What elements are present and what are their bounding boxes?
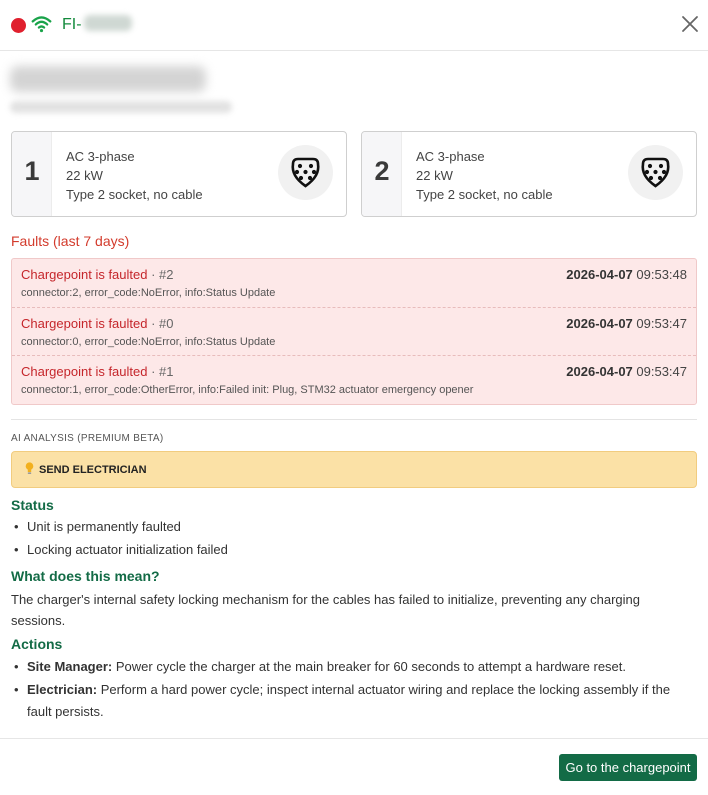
fault-id: · #1 <box>147 364 174 379</box>
faults-list <box>11 258 697 405</box>
connector-number-box <box>362 132 402 216</box>
connector-socket: Type 2 socket, no cable <box>66 187 203 202</box>
action-text: Perform a hard power cycle; inspect internal actuator wiring and replace the locking assembly if the fault persists. <box>27 682 671 719</box>
ai-recommendation-text: SEND ELECTRICIAN <box>39 464 147 476</box>
fault-info: connector:2, error_code:NoError, info:Status Update <box>21 287 276 299</box>
fault-item <box>12 355 696 403</box>
dialog-header <box>0 0 708 51</box>
close-icon[interactable] <box>679 13 701 35</box>
type2-plug-icon <box>628 145 683 200</box>
fault-info: connector:1, error_code:OtherError, info:Failed init: Plug, STM32 actuator emergency opener <box>21 384 474 396</box>
fault-label: Chargepoint is faulted <box>21 364 148 379</box>
wifi-icon <box>31 15 52 33</box>
faults-title: Faults (last 7 days) <box>11 233 130 249</box>
go-to-chargepoint-button[interactable]: Go to the chargepoint <box>559 754 697 781</box>
action-item <box>15 656 697 678</box>
fault-id: · #0 <box>147 316 174 331</box>
section-divider <box>11 419 697 420</box>
fault-timestamp <box>566 364 687 379</box>
connector-number: 2 <box>374 156 390 186</box>
connector-socket: Type 2 socket, no cable <box>416 187 553 202</box>
fault-item <box>12 259 696 307</box>
connector-type: AC 3-phase <box>66 149 135 164</box>
fault-item <box>12 307 696 355</box>
status-item <box>15 542 228 557</box>
fault-date: 2026-04-07 <box>566 364 633 379</box>
chargepoint-title: FI- <box>62 15 132 34</box>
meaning-text: The charger's internal safety locking mechanism for the cables has failed to initialize, preventing any charging sessions. <box>11 592 640 628</box>
action-role: Electrician: <box>27 682 98 697</box>
fault-time: 09:53:48 <box>632 267 687 282</box>
footer-divider <box>0 738 708 739</box>
fault-label: Chargepoint is faulted <box>21 267 148 282</box>
connector-type: AC 3-phase <box>416 149 485 164</box>
actions-heading: Actions <box>11 636 63 652</box>
status-indicator <box>11 18 26 33</box>
fault-timestamp <box>566 267 687 282</box>
fault-date: 2026-04-07 <box>566 267 633 282</box>
fault-date: 2026-04-07 <box>566 316 633 331</box>
redacted-site-name <box>10 66 206 92</box>
fault-time: 09:53:47 <box>632 364 687 379</box>
ai-recommendation-banner <box>11 451 697 488</box>
fault-heading <box>21 364 174 379</box>
lightbulb-icon <box>25 462 34 475</box>
fault-info: connector:0, error_code:NoError, info:Status Update <box>21 336 276 348</box>
connector-number: 1 <box>24 156 40 186</box>
action-item <box>15 679 697 723</box>
status-heading: Status <box>11 497 54 513</box>
connector-card-1 <box>11 131 347 217</box>
meaning-heading: What does this mean? <box>11 568 160 584</box>
fault-timestamp <box>566 316 687 331</box>
connector-power: 22 kW <box>416 168 453 183</box>
status-item <box>15 519 181 534</box>
redacted-site-address <box>10 101 232 113</box>
ai-analysis-label: AI ANALYSIS (PREMIUM BETA) <box>11 433 164 444</box>
fault-heading <box>21 316 174 331</box>
fault-heading <box>21 267 174 282</box>
action-role: Site Manager: <box>27 659 113 674</box>
status-item-text: • Unit is permanently faulted <box>27 519 181 534</box>
fault-label: Chargepoint is faulted <box>21 316 148 331</box>
connector-card-2 <box>361 131 697 217</box>
redacted-id <box>84 15 132 31</box>
fault-id: · #2 <box>147 267 174 282</box>
connector-number-box <box>12 132 52 216</box>
fault-time: 09:53:47 <box>632 316 687 331</box>
action-text: Power cycle the charger at the main breaker for 60 seconds to attempt a hardware reset. <box>112 659 627 674</box>
type2-plug-icon <box>278 145 333 200</box>
connector-power: 22 kW <box>66 168 103 183</box>
status-item-text: • Locking actuator initialization failed <box>27 542 228 557</box>
